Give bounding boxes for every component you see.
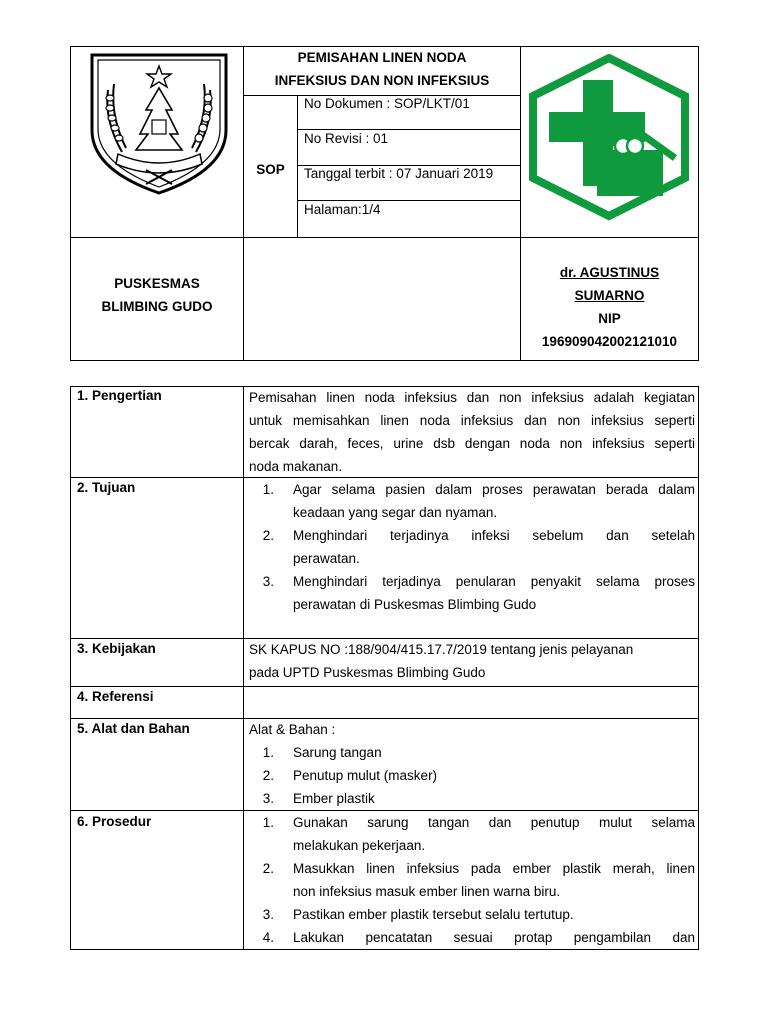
nip-label: NIP <box>598 311 621 326</box>
no-revisi: No Revisi : 01 <box>304 131 389 146</box>
section-label-pengertian: 1. Pengertian <box>77 388 162 403</box>
halaman: Halaman:1/4 <box>304 202 381 217</box>
kebijakan-line-2: pada UPTD Puskesmas Blimbing Gudo <box>249 665 486 680</box>
org-name-line-2: BLIMBING GUDO <box>101 299 213 314</box>
document-title <box>244 46 520 92</box>
org-name <box>71 272 243 318</box>
title-line-2: INFEKSIUS DAN NON INFEKSIUS <box>274 73 490 88</box>
list-item: 2. Menghindari terjadinya infeksi sebelum dan setelah perawatan. <box>262 528 695 566</box>
list-item: 4. Lakukan pencatatan sesuai protap pengambilan dan <box>262 930 695 945</box>
pengertian-text <box>249 386 695 478</box>
prosedur-list <box>249 811 695 949</box>
sop-label: SOP <box>256 162 285 177</box>
puskesmas-green-cross-icon <box>525 54 693 222</box>
alat-intro: Alat & Bahan : <box>249 722 336 737</box>
pengertian-line-2: untuk memisahkan linen noda infeksius dan non infeksius seperti <box>249 413 695 428</box>
list-item: 1. Agar selama pasien dalam proses perawatan berada dalam keadaan yang segar dan nyaman. <box>262 482 695 520</box>
pengertian-line-3: bercak darah, feces, urine dsb dengan noda non infeksius seperti <box>249 436 695 451</box>
tujuan-list <box>249 478 695 616</box>
list-item: 2. Penutup mulut (masker) <box>262 768 438 783</box>
nip-value: 196909042002121010 <box>541 334 678 349</box>
alat-list <box>249 741 695 810</box>
kebijakan-text <box>249 638 695 684</box>
section-label-prosedur: 6. Prosedur <box>77 814 152 829</box>
section-label-tujuan: 2. Tujuan <box>77 480 136 495</box>
regency-coat-of-arms-icon <box>86 50 232 196</box>
list-item: 3. Ember plastik <box>262 791 375 806</box>
pengertian-line-1: Pemisahan linen noda infeksius dan non infeksius adalah kegiatan <box>249 390 695 405</box>
no-dokumen: No Dokumen : SOP/LKT/01 <box>304 96 470 111</box>
signer-block <box>521 261 698 353</box>
list-item: 1. Gunakan sarung tangan dan penutup mulut selama melakukan pekerjaan. <box>262 815 695 853</box>
kebijakan-line-1: SK KAPUS NO :188/904/415.17.7/2019 tentang jenis pelayanan <box>249 642 634 657</box>
section-label-referensi: 4. Referensi <box>77 689 154 704</box>
list-item: 3. Pastikan ember plastik tersebut selalu tertutup. <box>262 907 574 922</box>
section-label-alat-bahan: 5. Alat dan Bahan <box>77 721 190 736</box>
org-name-line-1: PUSKESMAS <box>114 276 200 291</box>
list-item: 2. Masukkan linen infeksius pada ember plastik merah, linen non infeksius masuk ember linen warna biru. <box>262 861 695 899</box>
list-item: 1. Sarung tangan <box>262 745 382 760</box>
title-line-1: PEMISAHAN LINEN NODA <box>297 50 467 65</box>
section-label-kebijakan: 3. Kebijakan <box>77 641 156 656</box>
signer-name-line-1: dr. AGUSTINUS <box>559 265 660 280</box>
tanggal-terbit: Tanggal terbit : 07 Januari 2019 <box>304 166 494 181</box>
signer-name-line-2: SUMARNO <box>574 288 645 303</box>
pengertian-line-4: noda makanan. <box>249 459 343 474</box>
list-item: 3. Menghindari terjadinya penularan penyakit selama proses perawatan di Puskesmas Blimbing Gudo <box>262 574 695 612</box>
